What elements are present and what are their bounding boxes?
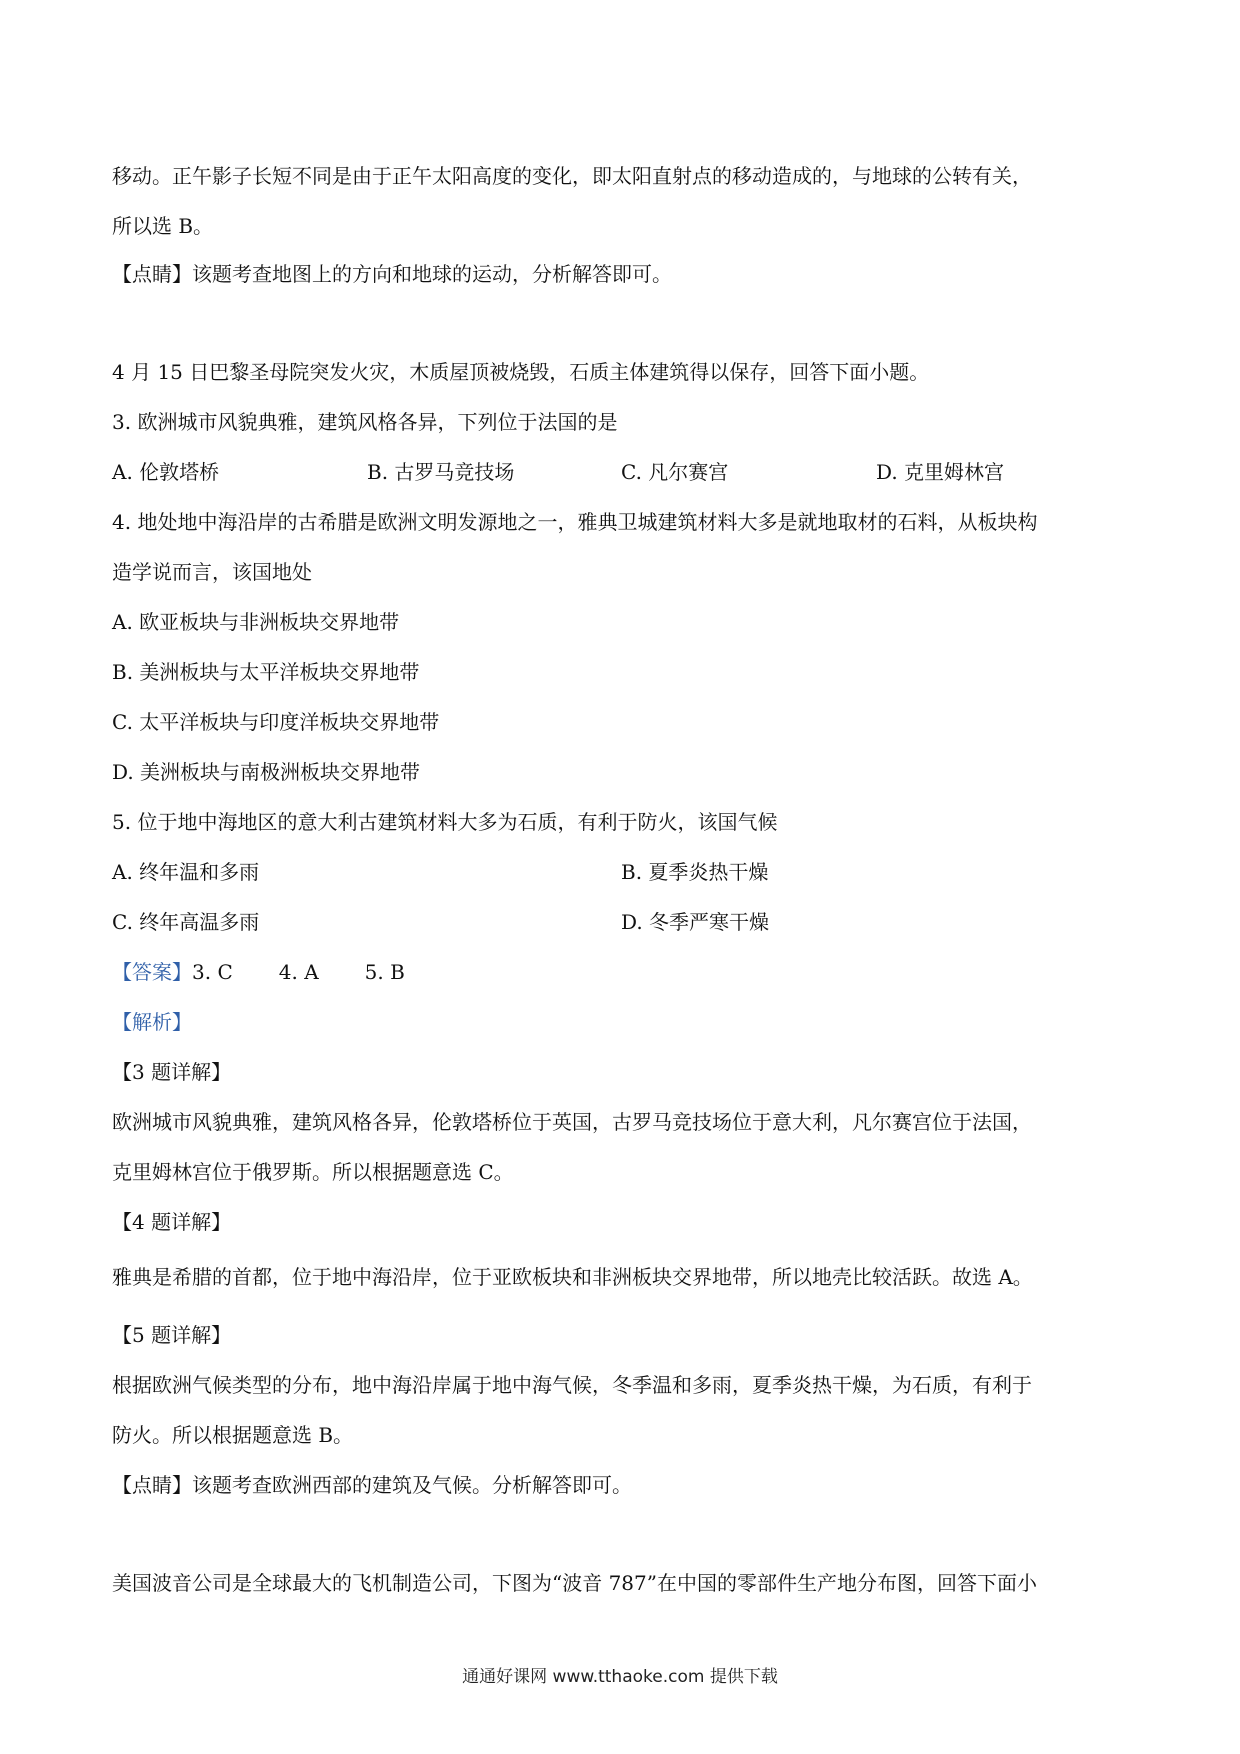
answer-4: 4. A xyxy=(278,960,319,984)
question-3-stem: 3. 欧洲城市风貌典雅，建筑风格各异，下列位于法国的是 xyxy=(112,410,618,434)
question-4-stem-line-1: 4. 地处地中海沿岸的古希腊是欧洲文明发源地之一，雅典卫城建筑材料大多是就地取材的石料，从板块构 xyxy=(112,510,1038,534)
answer-3: 3. C xyxy=(192,960,233,984)
detail-5-heading: 【5 题详解】 xyxy=(112,1323,232,1347)
question-4-option-c: C. 太平洋板块与印度洋板块交界地带 xyxy=(112,710,440,734)
next-question-intro: 美国波音公司是全球最大的飞机制造公司，下图为“波音 787”在中国的零部件生产地分布图，回答下面小 xyxy=(112,1571,1037,1595)
detail-3-heading: 【3 题详解】 xyxy=(112,1060,232,1084)
detail-4-line-1: 雅典是希腊的首都，位于地中海沿岸，位于亚欧板块和非洲板块交界地带，所以地壳比较活跃。故选 A。 xyxy=(112,1265,1033,1289)
question-5-option-c: C. 终年高温多雨 xyxy=(112,910,260,934)
analysis-label: 【解析】 xyxy=(112,1010,192,1034)
question-3-option-b: B. 古罗马竞技场 xyxy=(367,460,515,484)
dianjing-note-2: 【点睛】该题考查欧洲西部的建筑及气候。分析解答即可。 xyxy=(112,1473,632,1497)
answer-5: 5. B xyxy=(364,960,405,984)
question-5-option-d: D. 冬季严寒干燥 xyxy=(621,910,770,934)
question-3-option-a: A. 伦敦塔桥 xyxy=(112,460,220,484)
question-4-option-a: A. 欧亚板块与非洲板块交界地带 xyxy=(112,610,400,634)
detail-5-line-2: 防火。所以根据题意选 B。 xyxy=(112,1423,354,1447)
continuation-line-1: 移动。正午影子长短不同是由于正午太阳高度的变化，即太阳直射点的移动造成的，与地球的公转有关， xyxy=(112,164,1032,188)
answer-label: 【答案】 xyxy=(112,960,192,984)
detail-3-line-2: 克里姆林宫位于俄罗斯。所以根据题意选 C。 xyxy=(112,1160,514,1184)
question-group-intro: 4 月 15 日巴黎圣母院突发火灾，木质屋顶被烧毁，石质主体建筑得以保存，回答下面小题。 xyxy=(112,360,930,384)
detail-3-line-1: 欧洲城市风貌典雅，建筑风格各异，伦敦塔桥位于英国，古罗马竞技场位于意大利，凡尔赛宫位于法国， xyxy=(112,1110,1032,1134)
question-4-stem-line-2: 造学说而言，该国地处 xyxy=(112,560,312,584)
question-4-option-b: B. 美洲板块与太平洋板块交界地带 xyxy=(112,660,420,684)
detail-5-line-1: 根据欧洲气候类型的分布，地中海沿岸属于地中海气候，冬季温和多雨，夏季炎热干燥，为石质，有利于 xyxy=(112,1373,1032,1397)
answer-line xyxy=(112,960,405,984)
continuation-line-2: 所以选 B。 xyxy=(112,214,214,238)
detail-4-heading: 【4 题详解】 xyxy=(112,1210,232,1234)
question-5-option-b: B. 夏季炎热干燥 xyxy=(621,860,769,884)
question-3-option-c: C. 凡尔赛宫 xyxy=(621,460,729,484)
question-4-option-d: D. 美洲板块与南极洲板块交界地带 xyxy=(112,760,421,784)
question-5-option-a: A. 终年温和多雨 xyxy=(112,860,260,884)
question-3-option-d: D. 克里姆林宫 xyxy=(876,460,1005,484)
dianjing-note-1: 【点睛】该题考查地图上的方向和地球的运动，分析解答即可。 xyxy=(112,262,672,286)
question-5-stem: 5. 位于地中海地区的意大利古建筑材料大多为石质，有利于防火，该国气候 xyxy=(112,810,778,834)
page-footer: 通通好课网 www.tthaoke.com 提供下载 xyxy=(462,1667,778,1687)
